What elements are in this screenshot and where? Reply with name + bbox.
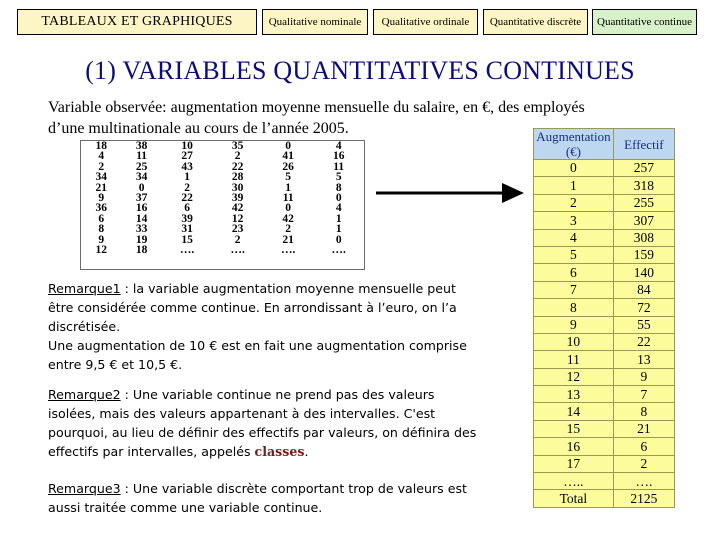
frequency-row (534, 351, 675, 368)
raw-data-cell: 39 (181, 212, 193, 225)
raw-data-table (80, 140, 365, 270)
effectif-cell: 140 (613, 264, 674, 281)
raw-data-cell: 1 (335, 212, 342, 225)
remark-1-line-2: être considérée comme continue. En arrondissant à l’euro, on l’a (48, 300, 457, 315)
nav-main-title[interactable]: TABLEAUX ET GRAPHIQUES (17, 9, 257, 35)
effectif-cell: 72 (613, 299, 674, 316)
frequency-row (534, 160, 675, 177)
effectif-cell: 9 (613, 368, 674, 385)
raw-data-cell: 27 (181, 150, 193, 163)
header-augmentation: Augmentation (€) (534, 129, 614, 160)
effectif-cell: 257 (613, 160, 674, 177)
remark-2 (48, 385, 488, 461)
raw-data-cell: 37 (135, 192, 148, 205)
remark-1-line-1: : la variable augmentation moyenne mensuelle peut (120, 281, 456, 296)
frequency-row (534, 212, 675, 229)
header-effectif: Effectif (613, 129, 674, 160)
raw-data-cell: 19 (135, 233, 148, 246)
augmentation-cell: 11 (534, 351, 614, 368)
effectif-cell: 55 (613, 316, 674, 333)
raw-data-cell: 2 (234, 233, 241, 246)
intro-line-2: d’une multinationale au cours de l’année 2005. (48, 120, 349, 137)
raw-data-cell: 12 (231, 212, 244, 225)
frequency-row (534, 473, 675, 490)
remark-3-label: Remarque3 (48, 481, 121, 496)
nav-qualitative-nominale[interactable]: Qualitative nominale (262, 9, 368, 35)
remark-2-line-4-end: . (304, 444, 309, 459)
remark-1-line-3: discrétisée. (48, 319, 121, 334)
frequency-row (534, 420, 675, 437)
remark-2-label: Remarque2 (48, 387, 121, 402)
remark-2-line-4: effectifs par intervalles, appelés (48, 444, 255, 459)
raw-data-cell: 2 (285, 223, 292, 236)
raw-data-cell: 26 (282, 160, 294, 173)
remark-1 (48, 279, 488, 374)
raw-data-cell: 9 (98, 192, 105, 205)
raw-data-cell: 12 (95, 244, 107, 257)
raw-data-cell: 34 (95, 171, 107, 184)
raw-data-cell: 4 (335, 202, 342, 215)
raw-data-cell: 28 (231, 171, 244, 184)
augmentation-cell: 14 (534, 403, 614, 420)
augmentation-cell: 4 (534, 229, 614, 246)
raw-data-cell: 0 (335, 192, 342, 205)
raw-data-row (81, 172, 364, 182)
raw-data-cell: 22 (181, 192, 193, 205)
raw-data-row (81, 162, 364, 172)
raw-data-row (81, 193, 364, 203)
augmentation-cell: 9 (534, 316, 614, 333)
frequency-row (534, 316, 675, 333)
effectif-cell: 7 (613, 386, 674, 403)
raw-data-cell: 14 (135, 212, 148, 225)
effectif-cell: 8 (613, 403, 674, 420)
augmentation-cell: 7 (534, 281, 614, 298)
frequency-row (534, 333, 675, 350)
augmentation-cell: 15 (534, 420, 614, 437)
frequency-row (534, 229, 675, 246)
raw-data-cell: 6 (98, 212, 105, 225)
frequency-row (534, 177, 675, 194)
raw-data-row (81, 245, 364, 255)
raw-data-cell: 2 (184, 181, 190, 194)
total-value: 2125 (613, 490, 674, 507)
raw-data-cell: 18 (95, 140, 107, 152)
raw-data-cell: 11 (136, 150, 148, 163)
raw-data-cell: 18 (135, 244, 148, 257)
remark-2-line-2: isolées, mais des valeurs appartenant à des intervalles. C'est (48, 406, 436, 421)
effectif-cell: 159 (613, 246, 674, 263)
raw-data-cell: 2 (98, 160, 105, 173)
raw-data-cell: 15 (181, 233, 193, 246)
raw-data-cell: 36 (95, 202, 107, 215)
remark-1-label: Remarque1 (48, 281, 121, 296)
augmentation-cell: 6 (534, 264, 614, 281)
raw-data-cell: 16 (332, 150, 345, 163)
raw-data-row (81, 183, 364, 193)
effectif-cell: 13 (613, 351, 674, 368)
raw-data-cell: 33 (135, 223, 148, 236)
raw-data-row (81, 151, 364, 161)
augmentation-cell: 5 (534, 246, 614, 263)
raw-data-cell: 5 (335, 171, 342, 184)
raw-data-cell: …. (331, 244, 346, 257)
raw-data-row (81, 141, 364, 151)
augmentation-cell: ….. (534, 473, 614, 490)
remark-2-line-3: pourquoi, au lieu de définir des effectifs par valeurs, on définira des (48, 425, 477, 440)
augmentation-cell: 3 (534, 212, 614, 229)
raw-data-cell: 0 (285, 202, 292, 215)
raw-data-cell: 25 (135, 160, 148, 173)
total-label: Total (534, 490, 614, 507)
remark-2-line-1: : Une variable continue ne prend pas des valeurs (120, 387, 435, 402)
augmentation-cell: 0 (534, 160, 614, 177)
raw-data-cell: …. (280, 244, 296, 257)
effectif-cell: …. (613, 473, 674, 490)
raw-data-cell: 16 (135, 202, 148, 215)
augmentation-cell: 16 (534, 438, 614, 455)
raw-data-cell: …. (230, 244, 245, 257)
nav-qualitative-ordinale[interactable]: Qualitative ordinale (373, 9, 478, 35)
raw-data-cell: 43 (181, 160, 193, 173)
frequency-row (534, 455, 675, 472)
raw-data-cell: 6 (184, 202, 190, 215)
frequency-row (534, 368, 675, 385)
raw-data-cell: 21 (282, 233, 294, 246)
remark-3-line-2: aussi traitée comme une variable continue. (48, 500, 323, 515)
frequency-row (534, 264, 675, 281)
augmentation-cell: 13 (534, 386, 614, 403)
raw-data-cell: 11 (282, 192, 294, 205)
raw-data-cell: 8 (98, 223, 105, 236)
raw-data-cell: 39 (231, 192, 244, 205)
raw-data-row (81, 224, 364, 234)
raw-data-cell: 41 (282, 150, 294, 163)
raw-data-cell: 4 (335, 140, 342, 152)
augmentation-cell: 8 (534, 299, 614, 316)
intro-line-1: Variable observée: augmentation moyenne mensuelle du salaire, en €, des employés (48, 99, 585, 116)
raw-data-cell: 42 (231, 202, 244, 215)
raw-data-cell: 23 (231, 223, 244, 236)
raw-data-cell: 1 (335, 223, 342, 236)
raw-data-cell: 11 (333, 160, 345, 173)
effectif-cell: 21 (613, 420, 674, 437)
remark-3-line-1: : Une variable discrète comportant trop de valeurs est (120, 481, 467, 496)
raw-data-cell: …. (179, 244, 195, 257)
raw-data-cell: 31 (181, 223, 193, 236)
frequency-row (534, 438, 675, 455)
frequency-row (534, 403, 675, 420)
nav-quantitative-continue[interactable]: Quantitative continue (592, 9, 697, 35)
effectif-cell: 84 (613, 281, 674, 298)
raw-data-cell: 0 (335, 233, 342, 246)
remark-1-line-5: entre 9,5 € et 10,5 €. (48, 357, 183, 372)
frequency-row (534, 299, 675, 316)
augmentation-cell: 10 (534, 333, 614, 350)
raw-data-cell: 8 (335, 181, 342, 194)
effectif-cell: 307 (613, 212, 674, 229)
remark-1-line-4: Une augmentation de 10 € est en fait une augmentation comprise (48, 338, 467, 353)
effectif-cell: 255 (613, 194, 674, 211)
augmentation-cell: 2 (534, 194, 614, 211)
raw-data-cell: 1 (184, 171, 190, 184)
augmentation-cell: 12 (534, 368, 614, 385)
raw-data-cell: 10 (181, 140, 193, 152)
raw-data-cell: 2 (234, 150, 241, 163)
raw-data-row (81, 235, 364, 245)
raw-data-cell: 21 (95, 181, 107, 194)
raw-data-cell: 42 (282, 212, 294, 225)
raw-data-cell: 1 (285, 181, 292, 194)
remark-3 (48, 479, 488, 517)
raw-data-cell: 34 (135, 171, 148, 184)
frequency-row (534, 194, 675, 211)
augmentation-cell: 17 (534, 455, 614, 472)
arrow-right-icon (376, 181, 526, 205)
effectif-cell: 6 (613, 438, 674, 455)
raw-data-cell: 4 (98, 150, 105, 163)
effectif-cell: 318 (613, 177, 674, 194)
page-title: (1) VARIABLES QUANTITATIVES CONTINUES (85, 56, 635, 85)
raw-data-cell: 38 (135, 140, 148, 152)
raw-data-row (81, 214, 364, 224)
classes-highlight: classes (254, 444, 305, 459)
raw-data-cell: 35 (231, 140, 244, 152)
raw-data-row (81, 203, 364, 213)
raw-data-cell: 0 (138, 181, 145, 194)
raw-data-cell: 22 (231, 160, 244, 173)
raw-data-cell: 9 (98, 233, 105, 246)
effectif-cell: 22 (613, 333, 674, 350)
raw-data-cell: 30 (231, 181, 244, 194)
effectif-cell: 308 (613, 229, 674, 246)
frequency-table (533, 128, 675, 508)
raw-data-cell: 5 (285, 171, 292, 184)
raw-data-cell: 0 (285, 140, 292, 152)
frequency-row (534, 386, 675, 403)
frequency-row (534, 281, 675, 298)
nav-quantitative-discrete[interactable]: Quantitative discrète (483, 9, 588, 35)
augmentation-cell: 1 (534, 177, 614, 194)
frequency-row (534, 246, 675, 263)
effectif-cell: 2 (613, 455, 674, 472)
total-row (534, 490, 675, 507)
